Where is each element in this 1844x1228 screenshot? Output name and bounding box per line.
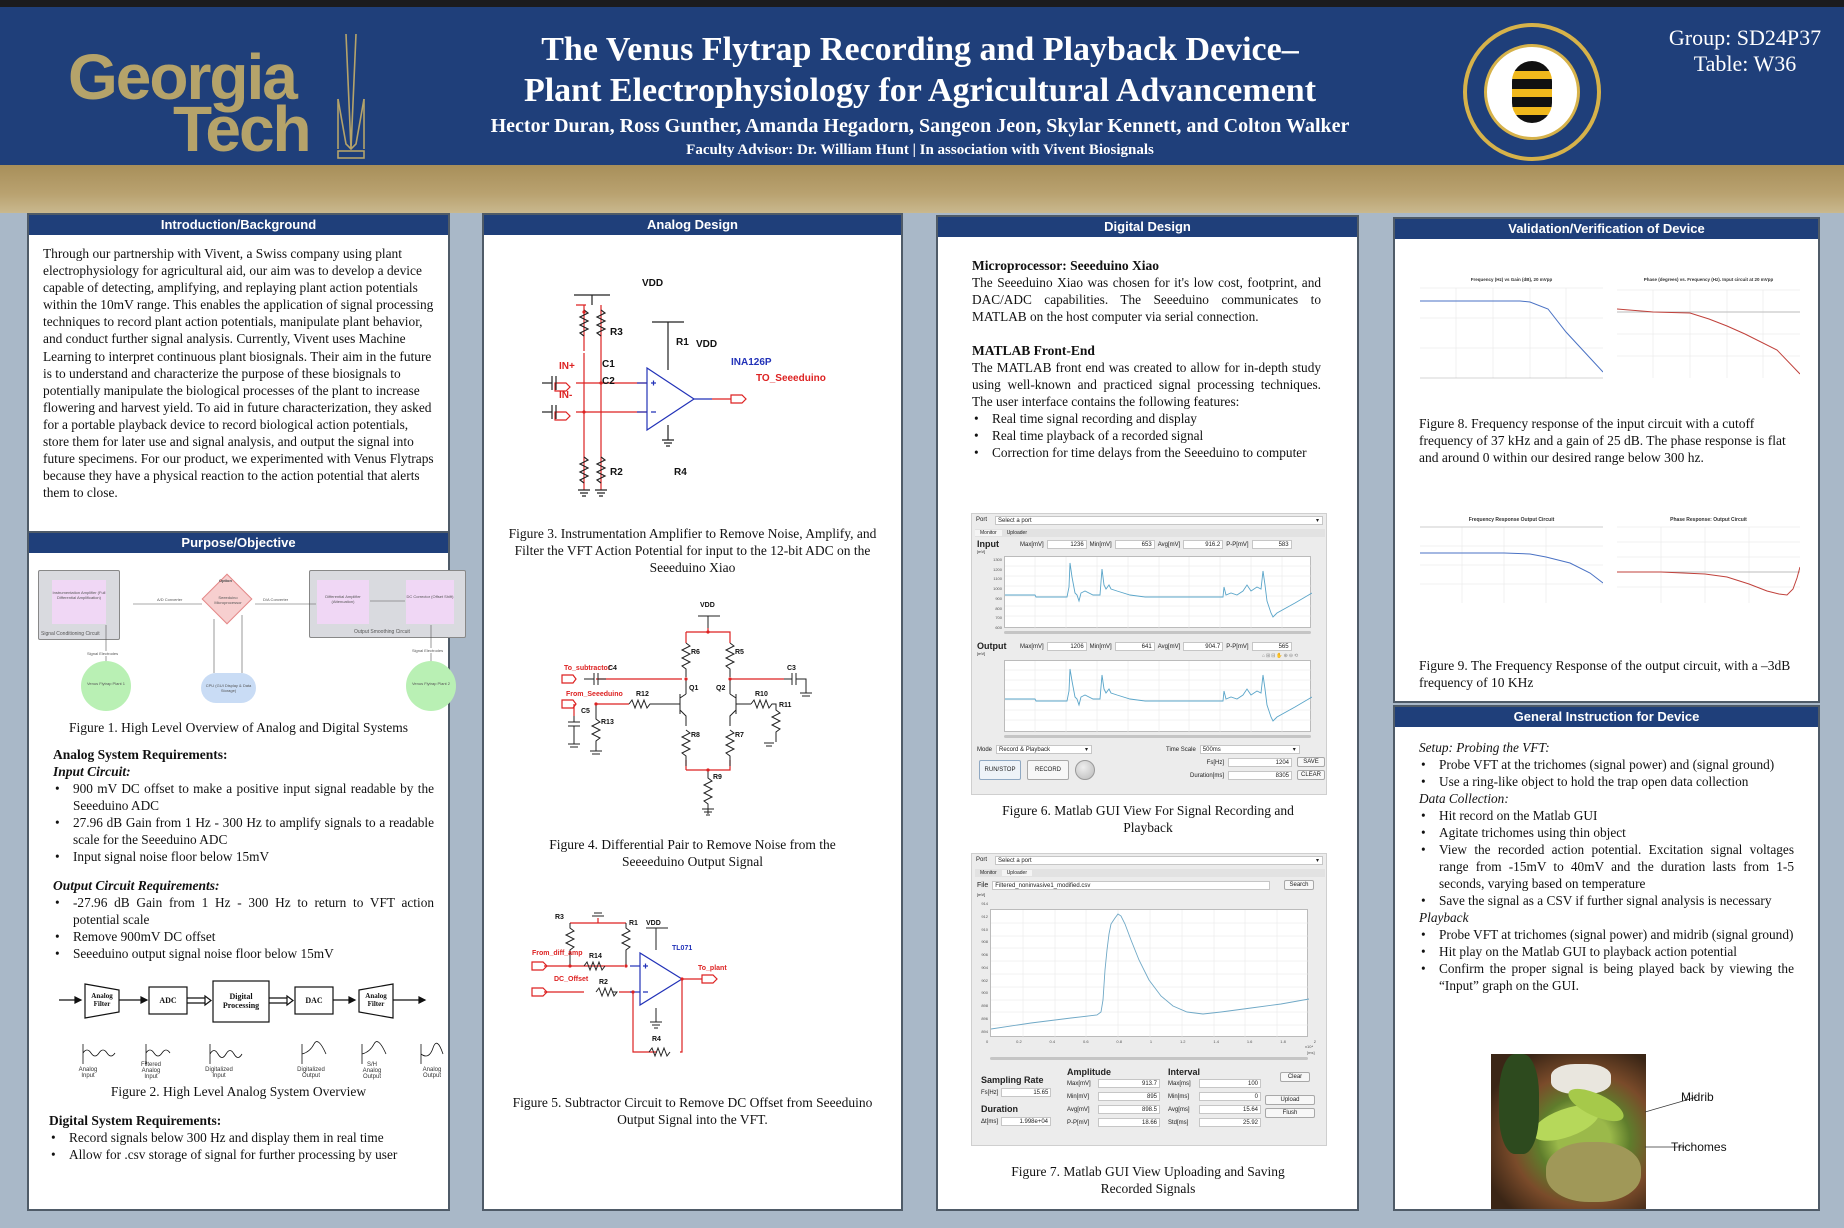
signal-electrodes-in: Signal Electrodes	[87, 651, 119, 656]
plot-toolbar-icons[interactable]: ⌂⊞⊟✋⊕⊖⟲	[1262, 653, 1300, 659]
chart-title: Frequency Response Output Circuit	[1468, 517, 1555, 523]
uploader-xticks: 0 0.2 0.4 0.6 0.8 1 1.2 1.4 1.6 1.8 2	[986, 1039, 1316, 1044]
timescale-select[interactable]	[1200, 745, 1300, 754]
fig3-r3: R3	[610, 327, 623, 338]
fig2-signal-label: Digitalized Output	[297, 1067, 325, 1079]
interval-fields	[1168, 1079, 1261, 1127]
fig3-in-plus: IN+	[559, 361, 575, 372]
fig5-r1: R1	[629, 920, 638, 927]
poster-header	[0, 7, 1844, 165]
list-item: • Hit play on the Matlab GUI to playback action potential	[1419, 943, 1794, 960]
fig5-vdd: VDD	[646, 920, 661, 927]
table-id: Table: W36	[1693, 51, 1797, 76]
chart-plot	[1617, 523, 1800, 621]
signal-electrodes-out: Signal Electrodes	[412, 648, 444, 653]
amp-avg-field[interactable]: 898.5	[1098, 1105, 1160, 1114]
list-item: • Input signal noise floor below 15mV	[53, 848, 434, 865]
list-item: • Real time playback of a recorded signal	[972, 427, 1321, 444]
figure7-caption: Figure 7. Matlab GUI View Uploading and Saving Recorded Signals	[1011, 1164, 1285, 1196]
validation-panel	[1393, 217, 1820, 703]
fig5-to-plant: To_plant	[698, 965, 727, 972]
top-edge-bar	[0, 0, 1844, 7]
list-item: • Agitate trichomes using thin object	[1419, 824, 1794, 841]
file-path-field[interactable]: Filtered_noninvasive1_modified.csv	[992, 881, 1270, 890]
dt-field[interactable]: 1.998e+04	[1001, 1117, 1051, 1126]
digital-panel	[936, 215, 1359, 1211]
fig4-q2: Q2	[716, 685, 726, 692]
list-item: • Probe VFT at trichomes (signal power) and midrib (signal ground)	[1419, 926, 1794, 943]
output-signal-plot	[1004, 660, 1311, 732]
chart-plot	[1617, 282, 1800, 390]
output-max-label: Max[mV]	[1020, 643, 1044, 650]
timescale-select-value: 500ms	[1202, 747, 1221, 753]
fig4-r13: R13	[601, 719, 614, 726]
poster-title-block	[420, 29, 1420, 159]
duration-field[interactable]: 8305	[1228, 771, 1292, 780]
amp-min-field[interactable]: 895	[1098, 1092, 1160, 1101]
group-info	[1660, 25, 1830, 77]
playback-title: Playback	[1419, 910, 1469, 925]
fig5-dc-offset: DC_Offset	[554, 976, 589, 983]
option-label: Option	[219, 578, 232, 583]
input-max-field[interactable]: 1236	[1047, 540, 1087, 549]
matlab-feature-list	[972, 410, 1321, 461]
amp-max-field[interactable]: 913.7	[1098, 1079, 1160, 1088]
list-item: • Correction for time delays from the Seeeduino to computer	[972, 444, 1321, 461]
midrib-label: Midrib	[1681, 1090, 1714, 1104]
fig4-r11: R11	[779, 702, 792, 709]
mode-label: Mode	[977, 746, 993, 753]
amp-pp-label: P-P[mV]	[1067, 1119, 1090, 1126]
fig2-signal-label: Digitalized Input	[205, 1067, 233, 1079]
fig2-signal-label: Filtered Analog Input	[140, 1062, 161, 1080]
int-max-label: Max[ms]	[1168, 1080, 1191, 1087]
fig3-chip: INA126P	[731, 357, 772, 368]
clear-button[interactable]: Clear	[1280, 1072, 1310, 1082]
fig5-r3: R3	[555, 914, 564, 921]
figure1-system-overview	[29, 553, 454, 713]
plant2-node: Venus Flytrap Plant 2	[406, 661, 456, 711]
micro-body: The Seeeduino Xiao was chosen for it's low cost, footprint, and DAC/ADC capabilities. The Seeeduino communicates to MATLAB on the host computer via serial connection.	[972, 275, 1321, 324]
amplitude-title: Amplitude	[1067, 1067, 1111, 1077]
fig5-r2: R2	[599, 979, 608, 986]
poster-title-line1: The Venus Flytrap Recording and Playback Device–	[541, 31, 1299, 68]
uploader-unit: [mV]	[977, 892, 986, 897]
authors: Hector Duran, Ross Gunther, Amanda Hegadorn, Sangeon Jeon, Skylar Kennett, and Colton Walker	[490, 115, 1350, 137]
figure9-caption: Figure 9. The Frequency Response of the output circuit, with a –3dB frequency of 10 KHz	[1419, 658, 1791, 690]
diff-amp-block: Differential Amplifier (Attenuation)	[317, 580, 369, 624]
fig4-c3: C3	[787, 665, 796, 672]
fig4-r9: R9	[713, 774, 722, 781]
fig2-signal-label: Analog Input	[78, 1067, 98, 1079]
setup-list	[1419, 756, 1794, 790]
digital-requirements-list	[49, 1129, 434, 1163]
fig3-r1: R1	[676, 337, 689, 348]
chart-output-phase	[1617, 517, 1800, 627]
instructions-heading: General Instruction for Device	[1395, 707, 1818, 727]
list-item: • Save the signal as a CSV if further signal analysis is necessary	[1419, 892, 1794, 909]
fig4-to-subtractor: To_subtractor	[564, 665, 611, 672]
list-item: • Probe VFT at the trichomes (signal power) and (signal ground)	[1419, 756, 1794, 773]
output-smoothing-label: Output Smoothing Circuit	[354, 629, 410, 635]
mcu-label: Seeeduino Microprocessor	[214, 595, 242, 605]
footer-fineprint	[27, 1217, 28, 1222]
fig5-chip: TL071	[672, 945, 693, 952]
fig4-r8: R8	[691, 732, 700, 739]
output-requirements-list	[53, 894, 434, 962]
instructions-panel	[1393, 705, 1820, 1211]
list-item: • Remove 900mV DC offset	[53, 928, 434, 945]
matlab-gui-monitor	[971, 513, 1327, 795]
figure8-caption: Figure 8. Frequency response of the input circuit with a cutoff frequency of 37 kHz and a gain of 25 dB. The phase response is flat and around 0 within our desired range below 300 hz.	[1419, 416, 1786, 465]
fig2-signal-label: S/H Analog Output	[362, 1062, 382, 1080]
input-yticks: 1300 1200 1100 1000 900 800 700 600	[993, 557, 1002, 630]
fig4-r12: R12	[636, 691, 649, 698]
figure5-caption: Figure 5. Subtractor Circuit to Remove DC Offset from Seeeduino Output Signal into the VFT.	[512, 1095, 873, 1127]
digital-req-title: Digital System Requirements:	[49, 1113, 222, 1128]
flush-button[interactable]: Flush	[1265, 1108, 1315, 1118]
save-button[interactable]: SAVE	[1297, 757, 1325, 767]
fig3-c2: C2	[602, 376, 615, 387]
list-item: • Allow for .csv storage of signal for further processing by user	[49, 1146, 434, 1163]
figure4-differential-pair	[484, 596, 901, 836]
fig5-r4: R4	[652, 1036, 661, 1043]
logo-word-georgia: Georgia	[68, 41, 296, 113]
input-circuit-title: Input Circuit:	[53, 764, 131, 779]
list-item: • 900 mV DC offset to make a positive input signal readable by the Seeeduino ADC	[53, 780, 434, 814]
output-unit: [mV]	[977, 651, 986, 656]
fig4-from-seeeduino: From_Seeeduino	[566, 691, 623, 698]
chart-input-gain	[1420, 277, 1603, 397]
duration-label: Duration[ms]	[1189, 772, 1224, 779]
amp-max-label: Max[mV]	[1067, 1080, 1091, 1087]
mode-select-value: Record & Playback	[999, 747, 1051, 753]
uploaded-waveform	[991, 910, 1309, 1038]
poster-title-line2: Plant Electrophysiology for Agricultural Advancement	[523, 72, 1317, 109]
uploader-yticks: 914 912 910 908 906 904 902 900 898 896 894	[981, 901, 988, 1034]
tab-uploader[interactable]: Uploader	[1006, 530, 1027, 536]
figure1-caption: Figure 1. High Level Overview of Analog and Digital Systems	[69, 720, 408, 735]
validation-heading: Validation/Verification of Device	[1395, 219, 1818, 239]
port-label: Port	[976, 857, 988, 863]
input-signal-plot	[1004, 556, 1311, 628]
list-item: • Hit record on the Matlab GUI	[1419, 807, 1794, 824]
analog-heading: Analog Design	[484, 215, 901, 235]
list-item: • -27.96 dB Gain from 1 Hz - 300 Hz to return to VFT action potential scale	[53, 894, 434, 928]
fig4-c5: C5	[581, 708, 590, 715]
port-select-value: Select a port	[998, 518, 1032, 524]
dac-arrow-label: D/A Converter	[263, 597, 289, 602]
dc-corrector-block: DC Corrector (Offset Shift)	[406, 580, 454, 624]
input-avg-field[interactable]: 916.2	[1183, 540, 1223, 549]
analog-panel	[482, 213, 903, 1211]
file-label: File	[977, 882, 989, 889]
tech-tower-icon	[334, 29, 368, 164]
input-time-slider[interactable]	[1004, 631, 1311, 634]
input-plot-title: Input	[977, 539, 999, 549]
amplitude-fields	[1067, 1079, 1160, 1127]
input-min-field[interactable]: 653	[1115, 540, 1155, 549]
trichomes-label: Trichomes	[1671, 1140, 1727, 1154]
input-waveform	[1005, 557, 1312, 629]
chart-title: Phase Response: Output Circuit	[1670, 517, 1747, 523]
output-time-slider[interactable]	[1004, 735, 1311, 738]
int-avg-field[interactable]: 15.64	[1199, 1105, 1261, 1114]
matlab-title: MATLAB Front-End	[972, 343, 1095, 358]
list-item: • Real time signal recording and display	[972, 410, 1321, 427]
port-select[interactable]	[995, 856, 1323, 865]
figure3-schematic	[484, 235, 905, 525]
buzz-mascot-icon	[1484, 44, 1580, 140]
list-item: • Seeeduino output signal noise floor below 15mV	[53, 945, 434, 962]
fig3-vdd: VDD	[642, 278, 664, 289]
output-waveform	[1005, 661, 1312, 733]
int-min-field[interactable]: 0	[1199, 1092, 1261, 1101]
signal-conditioning-label: Signal Conditioning Circuit	[41, 631, 100, 637]
fs-field[interactable]: 15.65	[1001, 1088, 1051, 1097]
chart-input-phase	[1617, 277, 1800, 397]
list-item: • 27.96 dB Gain from 1 Hz - 300 Hz to amplify signals to a readable scale for the Seeeduino ADC	[53, 814, 434, 848]
chart-title: Phase (degrees) vs. Frequency (Hz). Input circuit at 20 mVpp	[1643, 277, 1774, 282]
fig2-block-analog-filter-2: Analog Filter	[365, 992, 387, 1008]
fig2-block-dac: DAC	[305, 996, 323, 1005]
dropdown-arrow-icon: ▾	[1315, 518, 1319, 524]
matlab-gui-uploader	[971, 853, 1327, 1146]
logo-word-tech: Tech	[173, 93, 310, 165]
int-std-label: Std[ms]	[1168, 1119, 1189, 1126]
playback-list	[1419, 926, 1794, 994]
list-item: • Confirm the proper signal is being played back by viewing the “Input” graph on the GUI.	[1419, 960, 1794, 994]
port-select[interactable]	[995, 516, 1323, 525]
input-max-label: Max[mV]	[1020, 541, 1044, 548]
figure5-schematic	[484, 908, 905, 1108]
int-std-field[interactable]: 25.92	[1199, 1118, 1261, 1127]
int-min-label: Min[ms]	[1168, 1093, 1189, 1100]
fig4-r7: R7	[735, 732, 744, 739]
figure2-caption: Figure 2. High Level Analog System Overview	[110, 1084, 367, 1099]
intro-panel	[27, 213, 450, 533]
fs-field[interactable]: 1204	[1228, 758, 1292, 767]
list-item: • View the recorded action potential. Excitation signal voltages range from -15mV to 40mV and the duration lasts from 1-5 seconds, varying based on temperature	[1419, 841, 1794, 892]
fig3-r4: R4	[674, 467, 687, 478]
output-pp-label: P-P[mV]	[1226, 643, 1249, 650]
fig3-vdd2: VDD	[696, 339, 718, 350]
run-stop-button[interactable]: RUN/STOP	[979, 760, 1021, 780]
output-circuit-title: Output Circuit Requirements:	[53, 878, 220, 893]
chart-output-gain	[1420, 517, 1603, 627]
uploaded-signal-plot	[990, 909, 1308, 1037]
record-button[interactable]: RECORD	[1027, 760, 1069, 780]
x-exponent: x10⁴	[1305, 1044, 1314, 1049]
int-max-field[interactable]: 100	[1199, 1079, 1261, 1088]
fig3-c1: C1	[602, 359, 615, 370]
plant1-node: Venus Flytrap Plant 1	[81, 661, 131, 711]
dt-label: Δt[ms]	[981, 1118, 999, 1125]
list-item: • Record signals below 300 Hz and display them in real time	[49, 1129, 434, 1146]
fig4-r6: R6	[691, 649, 700, 656]
output-pp-field[interactable]: 565	[1252, 642, 1292, 651]
record-indicator-lamp	[1075, 760, 1095, 780]
input-unit: [mV]	[977, 549, 986, 554]
input-avg-label: Avg[mV]	[1157, 541, 1181, 548]
fig2-block-adc: ADC	[159, 996, 177, 1005]
input-min-label: Min[mV]	[1089, 541, 1112, 548]
search-button[interactable]: Search	[1284, 880, 1314, 890]
amp-min-label: Min[mV]	[1067, 1093, 1090, 1100]
fig2-block-digital-processing: Digital Processing	[222, 992, 260, 1010]
fig5-r14: R14	[589, 953, 602, 960]
amp-avg-label: Avg[mV]	[1067, 1106, 1090, 1113]
dropdown-arrow-icon: ▾	[1292, 747, 1296, 753]
output-min-label: Min[mV]	[1089, 643, 1112, 650]
fig5-from-diff-amp: From_diff_amp	[532, 950, 583, 957]
dropdown-arrow-icon: ▾	[1315, 858, 1319, 864]
intro-heading: Introduction/Background	[29, 215, 448, 235]
tab-monitor[interactable]: Monitor	[980, 870, 997, 876]
ina-block: Instrumentation Amplifier (Full Differential Amplification)	[52, 580, 106, 624]
purpose-panel	[27, 531, 454, 1211]
fig2-signal-label: Analog Output	[422, 1067, 442, 1079]
amp-pp-field[interactable]: 18.66	[1098, 1118, 1160, 1127]
output-plot-title: Output	[977, 641, 1007, 651]
venus-flytrap-photo	[1491, 1054, 1646, 1209]
faculty-advisor: Faculty Advisor: Dr. William Hunt | In association with Vivent Biosignals	[686, 142, 1154, 158]
intro-body: Through our partnership with Vivent, a Swiss company using plant electrophysiology for agricultural aid, our aim was to develop a device capable of detecting, amplifying, and replaying plant action potentials within the 10mV range. This enables the application of signal processing techniques to record plant action potentials, manipulate plant behavior, and conduct further signal analysis. Currently, Vivent uses Machine Learning to interpret continuous plant biosignals. Their aim in the future is to understand and characterize the purpose of these biosignals to potentially manipulate the biological processes of the plant to increase flowering and harvest yield. To aid in future characterization, they asked for a portable playback device to record biological action potentials, store them for later use and signal analysis, and output the signal into future specimens. For our product, we experimented with Venus Flytraps because they have a physical reaction to the action potential that alerts them to close.	[43, 246, 434, 501]
output-max-field[interactable]: 1206	[1047, 642, 1087, 651]
figure2-analog-chain	[29, 972, 448, 1087]
adc-arrow-label: A/D Converter	[157, 597, 183, 602]
tab-uploader[interactable]: Uploader	[1002, 870, 1032, 876]
chart-title: Frequency (Hz) vs Gain (dB), 20 mVpp	[1470, 277, 1553, 282]
fig4-vdd: VDD	[700, 602, 715, 609]
georgia-tech-logo	[68, 35, 368, 165]
micro-title: Microprocessor: Seeeduino Xiao	[972, 258, 1159, 273]
gold-band	[0, 165, 1844, 213]
figure4-schematic	[484, 596, 905, 836]
interval-title: Interval	[1168, 1067, 1201, 1077]
int-avg-label: Avg[ms]	[1168, 1106, 1190, 1113]
purpose-heading: Purpose/Objective	[29, 533, 448, 553]
fig3-in-minus: IN-	[559, 390, 573, 401]
group-id: Group: SD24P37	[1668, 25, 1822, 50]
input-pp-label: P-P[mV]	[1226, 541, 1249, 548]
output-avg-field[interactable]: 904.7	[1183, 642, 1223, 651]
tab-monitor[interactable]: Monitor	[975, 530, 1002, 536]
fig4-r5: R5	[735, 649, 744, 656]
fs-label: Fs[Hz]	[981, 1089, 999, 1096]
fig4-q1: Q1	[689, 685, 699, 692]
fig3-r2: R2	[610, 467, 623, 478]
duration-title: Duration	[981, 1104, 1018, 1114]
data-collection-list	[1419, 807, 1794, 909]
figure5-subtractor	[484, 908, 901, 1108]
fig4-c4: C4	[608, 665, 617, 672]
sampling-rate-title: Sampling Rate	[981, 1075, 1044, 1085]
uploader-time-slider[interactable]	[990, 1057, 1308, 1060]
upload-button[interactable]: Upload	[1265, 1095, 1315, 1105]
chart-plot	[1420, 282, 1603, 390]
output-min-field[interactable]: 641	[1115, 642, 1155, 651]
figure3-caption: Figure 3. Instrumentation Amplifier to Remove Noise, Amplify, and Filter the VFT Action Potential for input to the 12-bit ADC on the Seeeduino Xiao	[508, 526, 877, 575]
input-pp-field[interactable]: 583	[1252, 540, 1292, 549]
input-requirements-list	[53, 780, 434, 865]
data-collection-title: Data Collection:	[1419, 791, 1509, 806]
dropdown-arrow-icon: ▾	[1085, 747, 1089, 753]
setup-title: Setup: Probing the VFT:	[1419, 740, 1550, 755]
figure3-instrumentation-amp	[484, 235, 901, 525]
clear-button[interactable]: CLEAR	[1297, 770, 1325, 780]
list-item: • Use a ring-like object to hold the trap open data collection	[1419, 773, 1794, 790]
port-label: Port	[976, 517, 988, 523]
digital-heading: Digital Design	[938, 217, 1357, 237]
output-avg-label: Avg[mV]	[1157, 643, 1181, 650]
timescale-label: Time Scale	[1166, 746, 1196, 753]
fig3-output-label: TO_Seeeduino	[756, 373, 826, 384]
ece-seal-logo	[1463, 23, 1601, 161]
chart-plot	[1420, 523, 1603, 621]
port-select-value: Select a port	[998, 858, 1032, 864]
figure4-caption: Figure 4. Differential Pair to Remove Noise from the Seeeeduino Output Signal	[549, 837, 836, 869]
figure6-caption: Figure 6. Matlab GUI View For Signal Recording and Playback	[1002, 803, 1294, 835]
fig2-block-analog-filter-1: Analog Filter	[91, 992, 113, 1008]
cpu-node: CPU (GUI Display & Data Storage)	[201, 673, 256, 703]
matlab-body: The MATLAB front end was created to allow for in-depth study using well-known and practiced signal processing techniques. The user interface contains the following features:	[972, 360, 1321, 409]
fig4-r10: R10	[755, 691, 768, 698]
fs-label: Fs[Hz]	[1206, 759, 1224, 766]
analog-req-title: Analog System Requirements:	[53, 747, 228, 762]
mode-select[interactable]	[996, 745, 1092, 754]
x-unit: [ms]	[1307, 1050, 1315, 1055]
